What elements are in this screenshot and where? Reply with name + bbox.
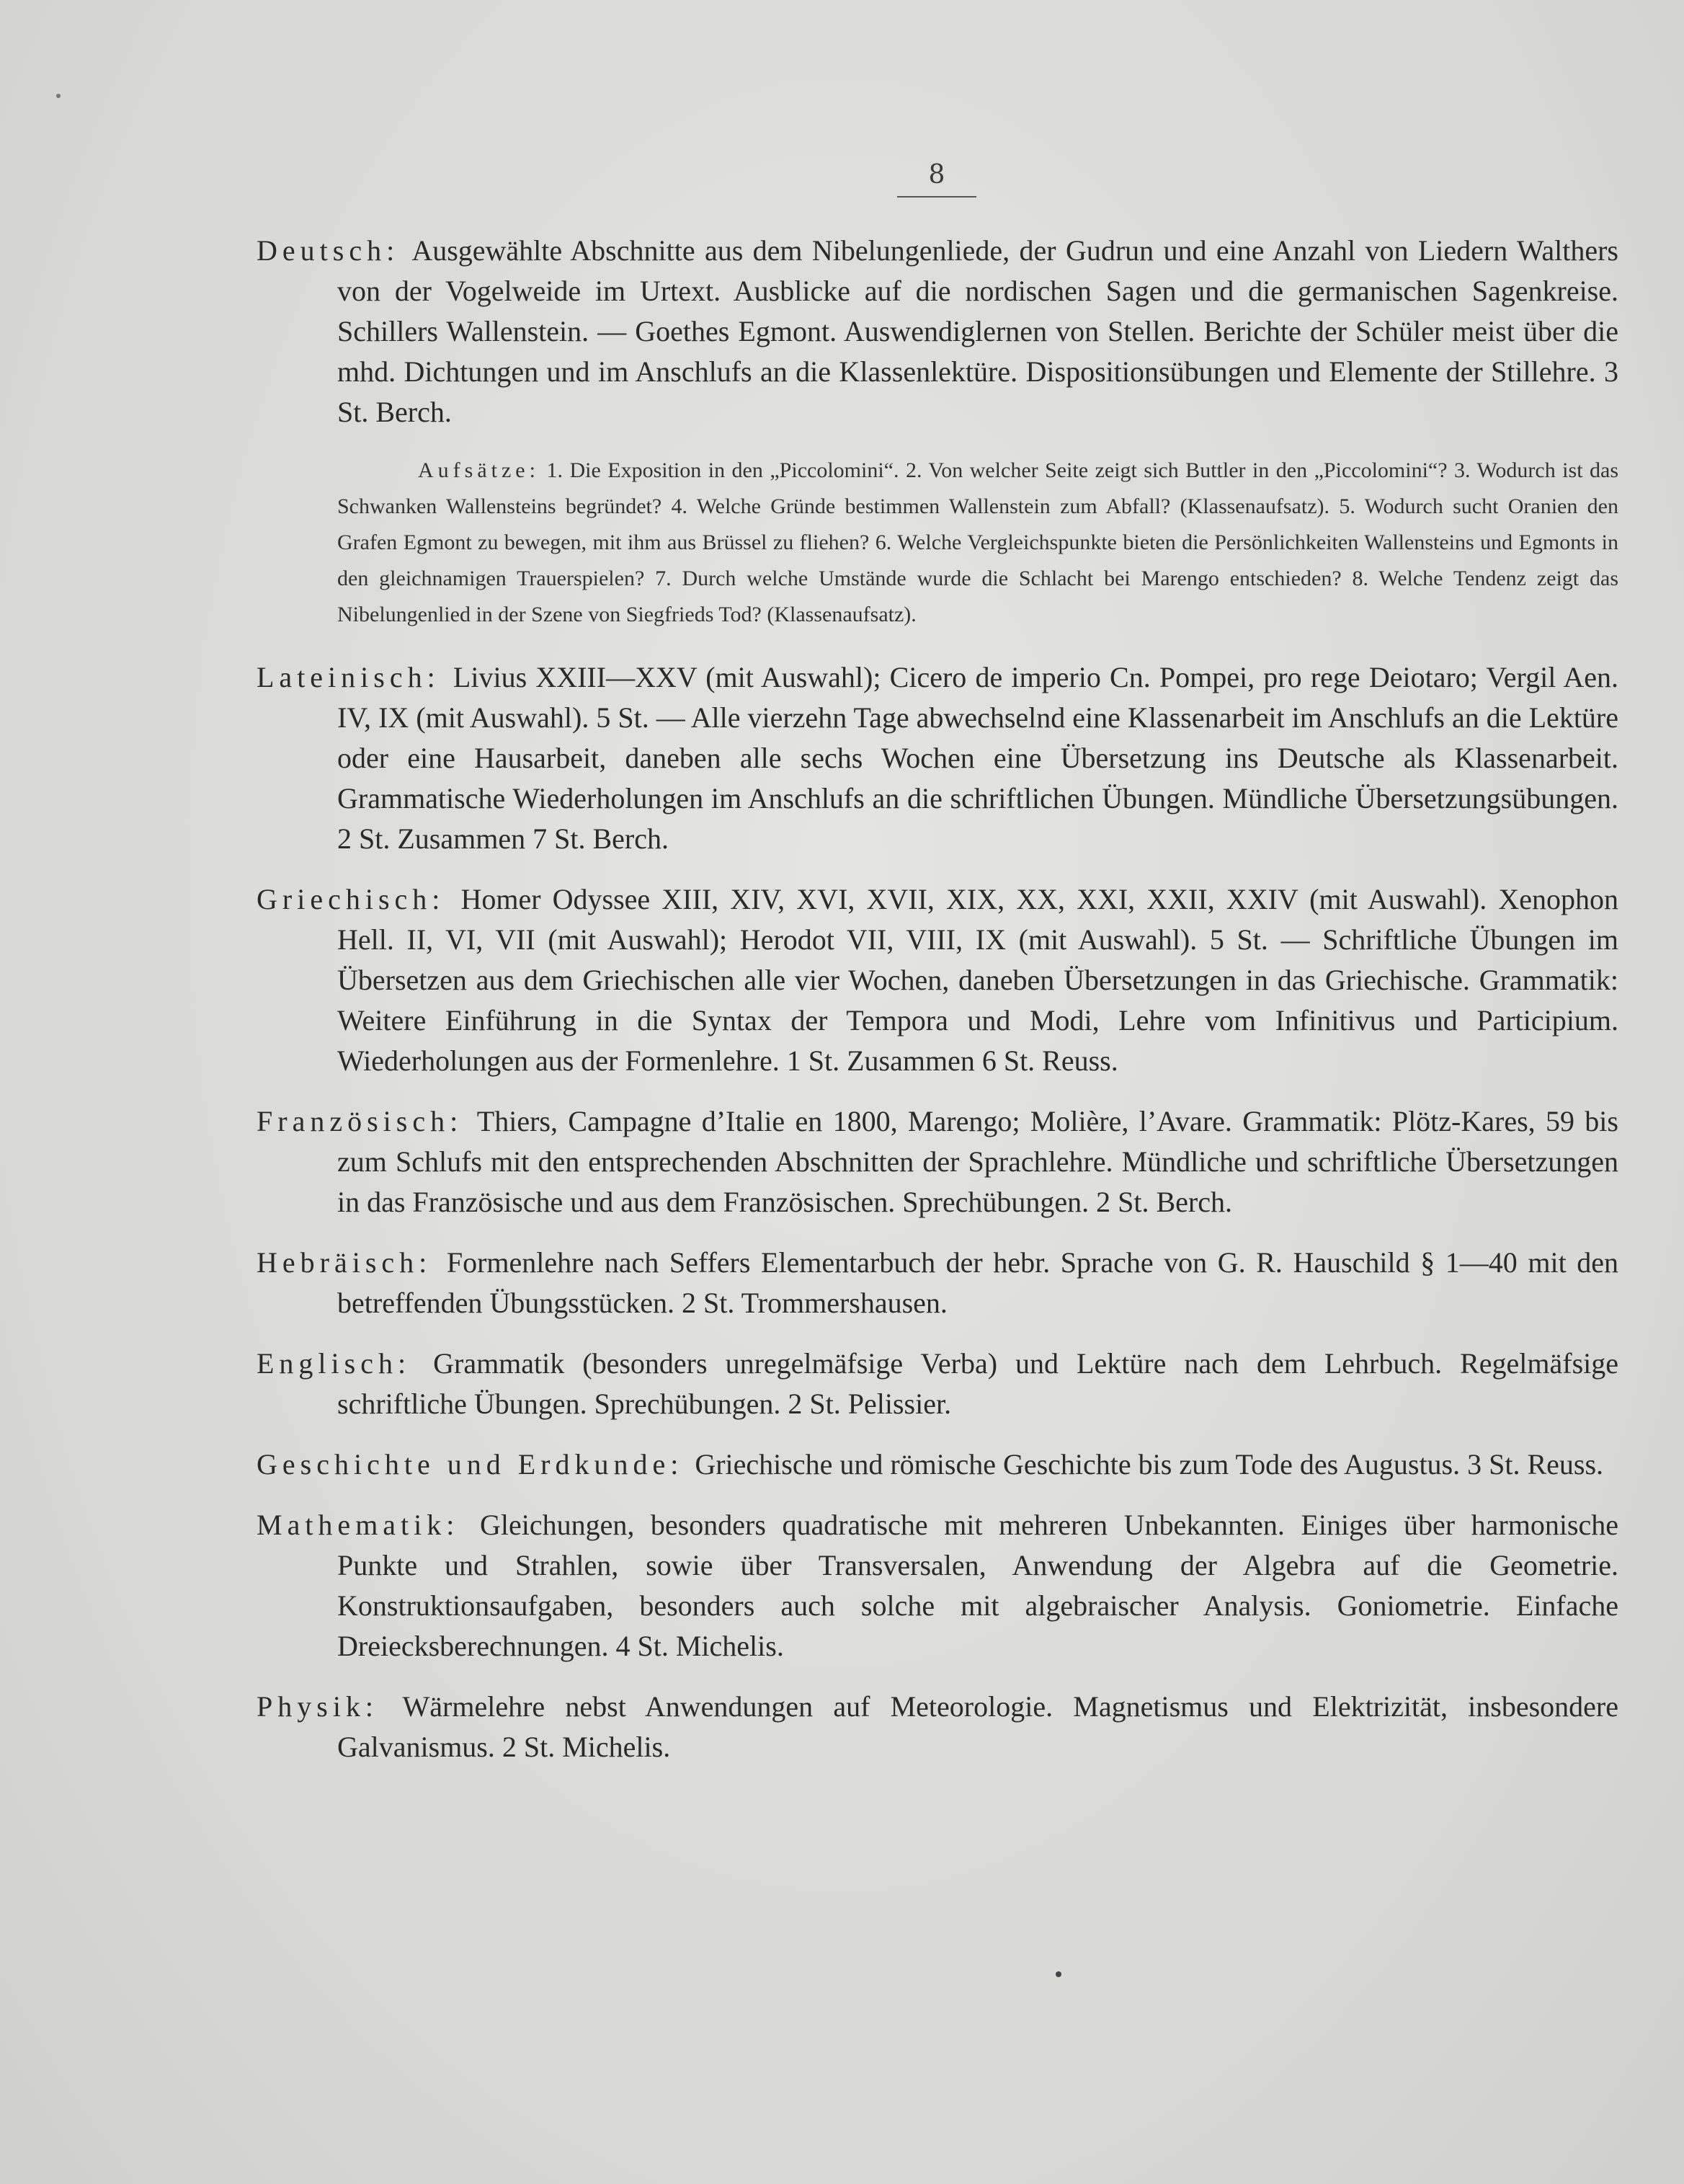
essay-topics-label: Aufsätze: xyxy=(418,458,540,482)
page-number: 8 xyxy=(928,160,945,190)
section-text: Homer Odyssee XIII, XIV, XVI, XVII, XIX, XX, XXI, XXII, XXIV (mit Auswahl). Xenophon Hell. II, VI, VII (mit Auswahl); Herodot VII, VIII, IX (mit Auswahl). 5 St. — Schriftliche Übungen im Übersetzen aus dem Griechischen alle vier Wochen, daneben Übersetzungen in das Griechische. Grammatik: Weitere Einführung in die Syntax der Tempora und Modi, Lehre vom Infinitivus und Participium. Wiederholungen aus der Formenlehre. 1 St. Zusammen 6 St. Reuss. xyxy=(337,883,1618,1077)
ink-speck xyxy=(1056,1971,1061,1977)
section-hebraeisch xyxy=(257,1243,1618,1323)
subject-heading: Griechisch: xyxy=(257,883,445,915)
subject-heading: Englisch: xyxy=(257,1347,411,1380)
section-text: Wärmelehre nebst Anwendungen auf Meteorologie. Magnetismus und Elektrizität, insbesondere Galvanismus. 2 St. Michelis. xyxy=(337,1690,1619,1763)
section-text: Thiers, Campagne d’Italie en 1800, Marengo; Molière, l’Avare. Grammatik: Plötz-Kares, 59 bis zum Schlufs mit den entsprechenden Abschnitten der Sprachlehre. Mündliche und schriftliche Übersetzungen in das Französische und aus dem Französischen. Sprechübungen. 2 St. Berch. xyxy=(337,1105,1618,1218)
subject-heading: Deutsch: xyxy=(257,234,400,267)
section-deutsch xyxy=(257,231,1618,432)
section-text: Gleichungen, besonders quadratische mit mehreren Unbekannten. Einiges über harmonische Punkte und Strahlen, sowie über Transversalen, Anwendung der Algebra auf die Geometrie. Konstruktionsaufgaben, besonders auch solche mit algebraischer Analysis. Goniometrie. Einfache Dreiecksberechnungen. 4 St. Michelis. xyxy=(337,1509,1619,1662)
subject-heading: Physik: xyxy=(257,1690,379,1723)
section-franzoesisch xyxy=(257,1101,1618,1222)
section-text: Griechische und römische Geschichte bis zum Tode des Augustus. 3 St. Reuss. xyxy=(695,1448,1604,1481)
section-mathematik xyxy=(257,1505,1618,1666)
section-text: Livius XXIII—XXV (mit Auswahl); Cicero de imperio Cn. Pompei, pro rege Deiotaro; Vergil Aen. IV, IX (mit Auswahl). 5 St. — Alle vierzehn Tage abwechselnd eine Klassenarbeit im Anschlufs an die Lektüre oder eine Hausarbeit, daneben alle sechs Wochen eine Übersetzung ins Deutsche als Klassenarbeit. Grammatische Wiederholungen im Anschlufs an die schriftlichen Übungen. Mündliche Übersetzungsübungen. 2 St. Zusammen 7 St. Berch. xyxy=(337,661,1619,855)
subject-heading: Hebräisch: xyxy=(257,1246,432,1279)
section-geschichte-erdkunde xyxy=(257,1444,1618,1485)
section-physik xyxy=(257,1687,1618,1767)
essay-topics xyxy=(337,453,1618,633)
subject-heading: Lateinisch: xyxy=(257,661,440,693)
subject-heading: Geschichte und Erdkunde: xyxy=(257,1448,684,1481)
section-text: Formenlehre nach Seffers Elementarbuch der hebr. Sprache von G. R. Hauschild § 1—40 mit den betreffenden Übungsstücken. 2 St. Trommershausen. xyxy=(337,1246,1619,1319)
page-content xyxy=(257,231,1618,1788)
ink-speck xyxy=(56,94,61,98)
subject-heading: Mathematik: xyxy=(257,1509,460,1541)
section-lateinisch xyxy=(257,657,1618,859)
section-griechisch xyxy=(257,879,1618,1081)
page-number-rule xyxy=(897,196,976,197)
subject-heading: Französisch: xyxy=(257,1105,463,1137)
section-text: Grammatik (besonders unregelmäfsige Verba) und Lektüre nach dem Lehrbuch. Regelmäfsige schriftliche Übungen. Sprechübungen. 2 St. Pelissier. xyxy=(337,1347,1619,1420)
section-text: Ausgewählte Abschnitte aus dem Nibelungenliede, der Gudrun und eine Anzahl von Liedern Walthers von der Vogelweide im Urtext. Ausblicke auf die nordischen Sagen und die germanischen Sagenkreise. Schillers Wallenstein. — Goethes Egmont. Auswendiglernen von Stellen. Berichte der Schüler meist über die mhd. Dichtungen und im Anschlufs an die Klassenlektüre. Dispositionsübungen und Elemente der Stillehre. 3 St. Berch. xyxy=(337,234,1618,428)
section-englisch xyxy=(257,1344,1618,1424)
essay-topics-text: 1. Die Exposition in den „Piccolomini“. 2. Von welcher Seite zeigt sich Buttler in den „Piccolomini“? 3. Wodurch ist das Schwanken Wallensteins begründet? 4. Welche Gründe bestimmen Wallenstein zum Abfall? (Klassenaufsatz). 5. Wodurch sucht Oranien den Grafen Egmont zu bewegen, mit ihm aus Brüssel zu fliehen? 6. Welche Vergleichspunkte bieten die Persönlichkeiten Wallensteins und Egmonts in den gleichnamigen Trauerspielen? 7. Durch welche Umstände wurde die Schlacht bei Marengo entschieden? 8. Welche Tendenz zeigt das Nibelungenlied in der Szene von Siegfrieds Tod? (Klassenaufsatz). xyxy=(337,458,1619,626)
